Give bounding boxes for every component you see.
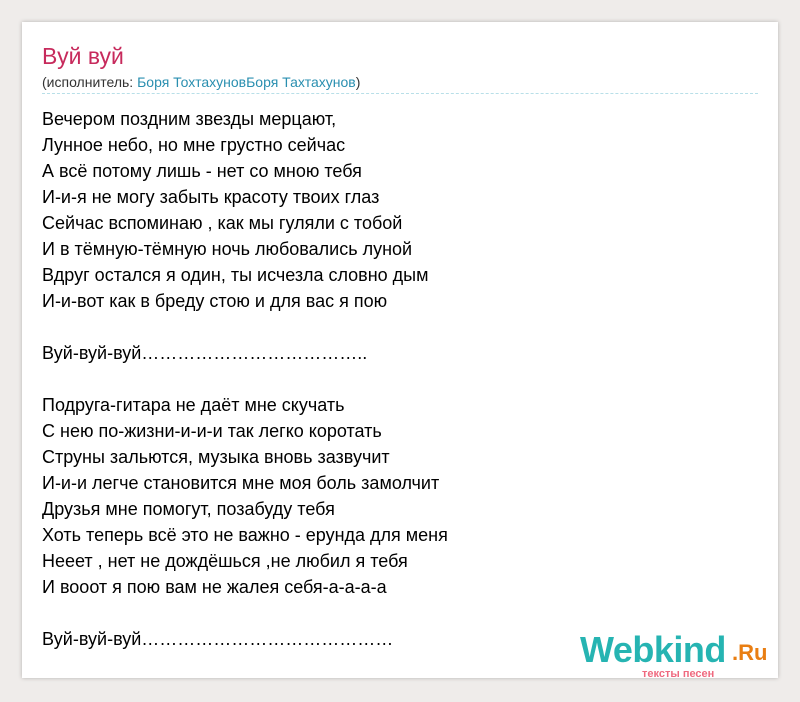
performer-line	[42, 73, 360, 91]
lyric-line: Хоть теперь всё это не важно - ерунда для меня	[42, 525, 448, 545]
chorus-line: Вуй-вуй-вуй………………………………..	[42, 343, 368, 363]
lyric-line: Вечером поздним звезды мерцают,	[42, 109, 337, 129]
stanza-gap	[42, 600, 448, 626]
lyric-line: Подруга-гитара не даёт мне скучать	[42, 395, 345, 415]
stanza-gap	[42, 314, 448, 340]
logo-wordmark: Webkind	[580, 629, 726, 670]
logo-tld: .Ru	[732, 640, 768, 665]
artist-link[interactable]: Боря ТохтахуновБоря Тахтахунов	[137, 74, 356, 90]
lyric-line: И-и-и легче становится мне моя боль замолчит	[42, 473, 440, 493]
lyrics-card	[22, 22, 778, 678]
lyric-line: И-и-вот как в бреду стою и для вас я пою	[42, 291, 388, 311]
lyric-line: И в тёмную-тёмную ночь любовались луной	[42, 239, 413, 259]
lyric-line: И-и-я не могу забыть красоту твоих глаз	[42, 187, 380, 207]
lyric-line: А всё потому лишь - нет со мною тебя	[42, 161, 362, 181]
performer-prefix: (исполнитель:	[42, 74, 138, 90]
lyric-line: С нею по-жизни-и-и-и так легко коротать	[42, 421, 382, 441]
lyric-line: Вдруг остался я один, ты исчезла словно дым	[42, 265, 429, 285]
lyric-line: И вооот я пою вам не жалея себя-а-а-а-а	[42, 577, 387, 597]
song-title: Вуй вуй	[42, 43, 124, 69]
chorus-line: Вуй-вуй-вуй……………………………………	[42, 629, 394, 649]
performer-suffix: )	[355, 74, 361, 90]
title-divider	[42, 93, 758, 94]
logo-tagline: тексты песен	[642, 668, 715, 680]
lyric-line: Друзья мне помогут, позабуду тебя	[42, 499, 335, 519]
lyric-line: Лунное небо, но мне грустно сейчас	[42, 135, 346, 155]
lyric-line: Сейчас вспоминаю , как мы гуляли с тобой	[42, 213, 403, 233]
lyric-line: Струны зальются, музыка вновь зазвучит	[42, 447, 390, 467]
lyrics-text	[42, 106, 448, 652]
webkind-logo[interactable]	[580, 629, 770, 680]
lyric-line: Нееет , нет не дождёшься ,не любил я тебя	[42, 551, 408, 571]
stanza-gap	[42, 366, 448, 392]
